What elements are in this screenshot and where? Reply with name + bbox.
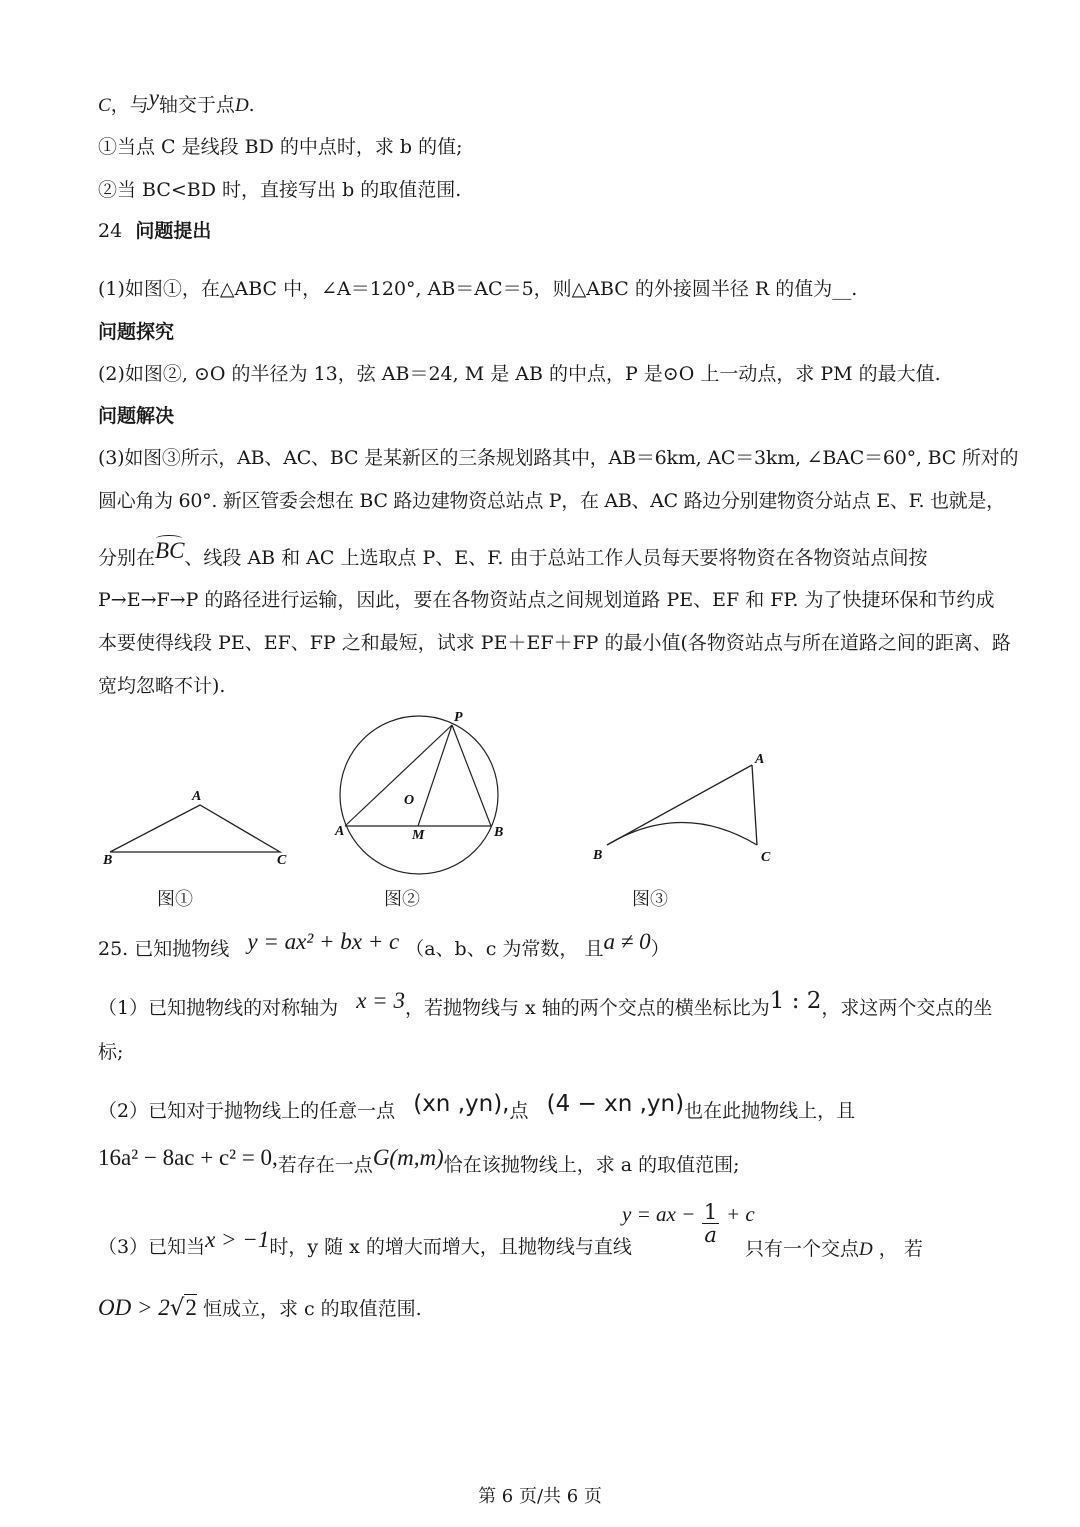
q25-condition: a ≠ 0: [603, 929, 651, 954]
q25-fraction: [702, 1201, 719, 1246]
q25-p1-a: （1）已知抛物线的对称轴为: [98, 997, 339, 1019]
q25-p3-f: 恒成立，求 c 的取值范围.: [202, 1298, 422, 1320]
circle-o: [340, 716, 498, 874]
segment-pb: [452, 725, 491, 826]
figure-3-caption: 图③: [632, 889, 668, 910]
fig3-label-b: B: [593, 848, 603, 863]
q23-text-b: 轴交于点: [158, 94, 235, 116]
q25-p2-line2: [98, 1145, 740, 1177]
q24-heading1: [98, 219, 211, 243]
q24-part3-line3: [98, 538, 928, 570]
q24-part1: (1)如图①，在△ABC 中，∠A＝120°, AB＝AC＝5，则△ABC 的外接圆半径 R 的值为__.: [98, 278, 858, 300]
q23-text-c: .: [248, 94, 255, 116]
q24-part2: (2)如图②, ⊙O 的半径为 13，弦 AB＝24, M 是 AB 的中点，P 是⊙O 上一动点，求 PM 的最大值.: [98, 363, 941, 385]
figure-2-caption: 图②: [384, 889, 420, 910]
sqrt-icon: √: [169, 1295, 185, 1321]
fig1-label-c: C: [277, 853, 287, 868]
q25-point2: (4 − xn ,yn): [546, 1091, 685, 1117]
q24-part3-line5: 本要使得线段 PE、EF、FP 之和最短，试求 PE＋EF＋FP 的最小值(各物资站点与所在道路之间的距离、路: [98, 632, 1011, 654]
q25-p1-line2: 标;: [98, 1041, 124, 1063]
arc-bc-road: [607, 823, 757, 846]
figure-1-caption: 图①: [157, 889, 193, 910]
q25-intro: [98, 929, 670, 961]
q25-p2-line1: [98, 1091, 856, 1123]
fig2-label-b: B: [494, 825, 504, 840]
q24-part3-line6: 宽均忽略不计).: [98, 675, 226, 697]
figure-1: [95, 780, 305, 875]
q25-x-cond: x > −1: [205, 1227, 270, 1252]
q25-line-equation: [622, 1200, 755, 1248]
q25-p2-a: （2）已知对于抛物线上的任意一点: [98, 1100, 396, 1122]
q25-axis-eq: x = 3: [356, 988, 405, 1013]
triangle-abc: [110, 805, 280, 852]
q25-p2-e: 恰在该抛物线上，求 a 的取值范围;: [443, 1154, 740, 1176]
fig2-label-a: A: [335, 824, 345, 839]
q25-point-d: D: [859, 1239, 873, 1260]
q24-part3-line3-a: 分别在: [98, 547, 156, 569]
fig1-label-a: A: [192, 789, 202, 804]
q24-part3-line4: P→E→F→P 的路径进行运输，因此，要在各物资站点之间规划道路 PE、EF 和 FP. 为了快捷环保和节约成: [98, 589, 995, 611]
page-footer: 第 6 页/共 6 页: [478, 1486, 602, 1507]
q25-p2-b: 点: [509, 1100, 529, 1122]
q25-p1-line1: [98, 988, 993, 1020]
q25-frac-den: a: [704, 1223, 717, 1247]
q23-line1: [98, 85, 255, 118]
q24-heading2: 问题探究: [98, 321, 175, 343]
q24-number: 24: [98, 220, 123, 242]
figure-3: [585, 745, 785, 870]
q24-part3-line1: (3)如图③所示，AB、AC、BC 是某新区的三条规划路其中，AB＝6km, AC＝3km, ∠BAC＝60°, BC 所对的: [98, 447, 1019, 469]
q25-p3-e: ， 若: [878, 1238, 923, 1260]
q25-p3-a: （3）已知当: [98, 1236, 206, 1258]
segment-ac: [752, 765, 757, 845]
q24-part3-line2: 圆心角为 60°. 新区管委会想在 BC 路边建物资总站点 P，在 AB、AC 路边分别建物资分站点 E、F. 也就是，: [98, 490, 1005, 512]
q25-p3-line2: [98, 1296, 422, 1321]
q25-point-g: G(m,m): [372, 1145, 444, 1170]
q25-parabola-eq: y = ax² + bx + c: [247, 929, 400, 954]
figure-2: [330, 705, 520, 875]
q25-sqrt-radicand: 2: [185, 1295, 197, 1320]
q23-text-a: ，与: [110, 94, 149, 116]
segment-pm: [418, 725, 452, 826]
q25-p2-d: 若存在一点: [277, 1154, 373, 1176]
q25-p3-line1-tail: [745, 1237, 923, 1262]
q23-sub2: ②当 BC<BD 时，直接写出 b 的取值范围.: [98, 179, 462, 201]
fig2-label-o: O: [404, 793, 415, 808]
q24-heading3: 问题解决: [98, 405, 175, 427]
q25-p3-c: 只有一个交点: [745, 1238, 860, 1260]
q23-sub1: ①当点 C 是线段 BD 的中点时，求 b 的值;: [98, 136, 463, 158]
q23-point-c: C: [98, 95, 111, 116]
q25-od: OD > 2: [98, 1295, 170, 1320]
q23-point-d: D: [234, 95, 249, 116]
q25-p3-line1: [98, 1227, 632, 1259]
q25-line-right: + c: [725, 1202, 755, 1226]
q25-line-left: y = ax −: [622, 1202, 696, 1226]
q24-heading1-text: 问题提出: [135, 220, 212, 242]
fig2-label-m: M: [412, 828, 425, 843]
fig2-label-p: P: [454, 710, 463, 725]
segment-ab: [607, 765, 752, 845]
q25-point1: (xn ,yn),: [413, 1091, 510, 1117]
q24-part3-line3-b: 、线段 AB 和 AC 上选取点 P、E、F. 由于总站工作人员每天要将物资在各物资站点间按: [184, 547, 928, 569]
arc-bc: BC: [155, 538, 185, 563]
q25-intro-a: 25. 已知抛物线: [98, 938, 230, 960]
fig3-label-c: C: [761, 850, 771, 865]
q25-ratio: 1 : 2: [769, 988, 822, 1014]
fig3-label-a: A: [755, 752, 765, 767]
q25-intro-c: ）: [650, 938, 670, 960]
q25-p2-c: 也在此抛物线上，且: [684, 1100, 856, 1122]
q25-p1-c: ，求这两个交点的坐: [821, 997, 993, 1019]
fig1-label-b: B: [103, 853, 113, 868]
q23-y-axis: y: [148, 85, 159, 110]
segment-pa: [345, 725, 452, 826]
q25-p3-b: 时，y 随 x 的增大而增大，且抛物线与直线: [269, 1236, 632, 1258]
q25-intro-b: （a、b、c 为常数， 且: [405, 938, 604, 960]
q25-p1-b: ，若抛物线与 x 轴的两个交点的横坐标比为: [404, 997, 770, 1019]
q25-condition-eq: 16a² − 8ac + c² = 0,: [98, 1145, 278, 1170]
q25-frac-num: 1: [703, 1200, 718, 1224]
